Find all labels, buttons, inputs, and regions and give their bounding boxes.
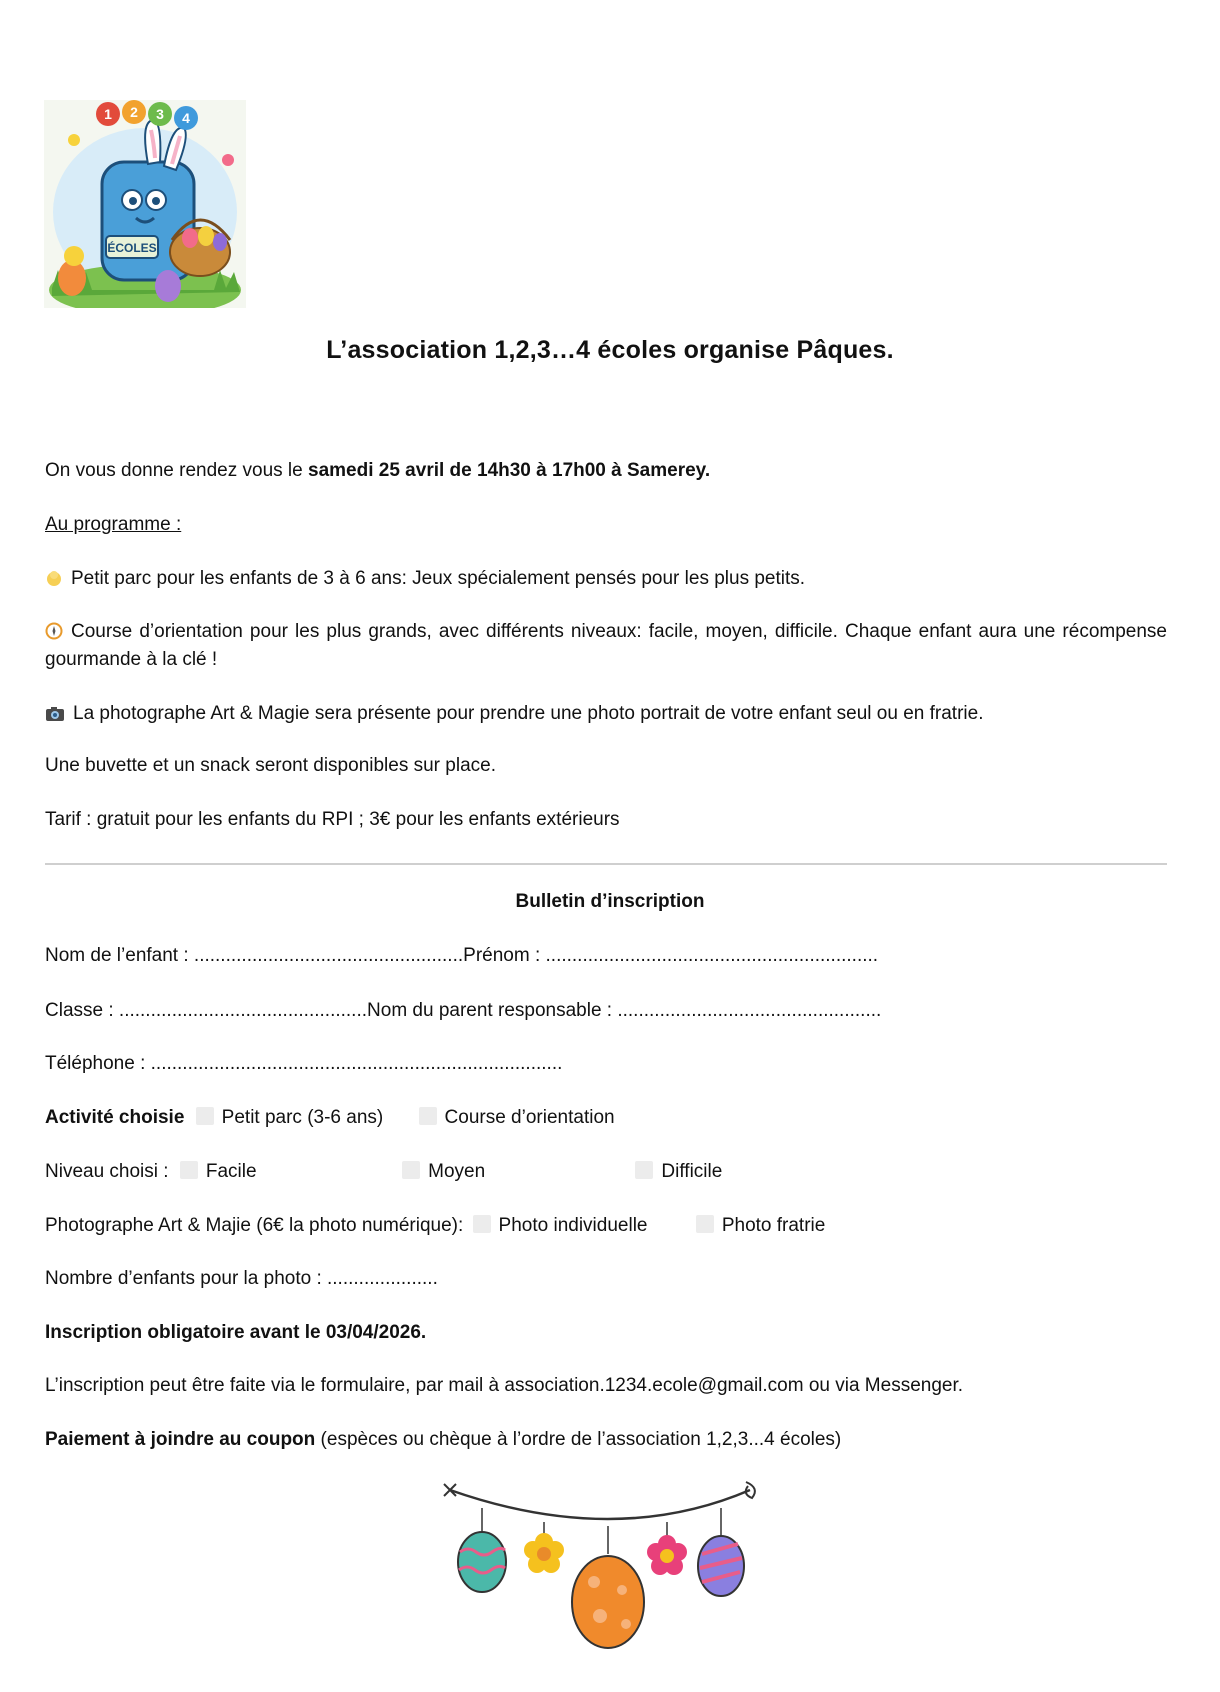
- divider: [45, 863, 1167, 865]
- photo-label: Photographe Art & Majie (6€ la photo numérique):: [45, 1215, 464, 1236]
- programme-item-course: [45, 618, 1167, 674]
- option-photo-fratrie: Photo fratrie: [721, 1215, 826, 1236]
- checkbox-course[interactable]: [419, 1107, 437, 1125]
- programme-item-petit-parc: [45, 565, 805, 593]
- checkbox-moyen[interactable]: [402, 1161, 420, 1179]
- logo-number-2: 2: [130, 104, 138, 120]
- intro-paragraph: [45, 457, 710, 485]
- tarif-text: Tarif : gratuit pour les enfants du RPI ; 3€ pour les enfants extérieurs: [45, 809, 620, 830]
- form-row-nom: [45, 942, 878, 970]
- checkbox-photo-fratrie[interactable]: [696, 1215, 714, 1233]
- telephone-field[interactable]: Téléphone : ..............................................................................: [45, 1053, 563, 1074]
- programme-heading: Au programme :: [45, 514, 182, 535]
- option-facile: Facile: [205, 1161, 257, 1182]
- programme-item-photo-text: La photographe Art & Magie sera présente pour prendre une photo portrait de votre enfant seul ou en fratrie.: [73, 703, 984, 724]
- form-row-photo: [45, 1212, 825, 1240]
- programme-item-photo: [45, 700, 983, 728]
- logo-badge-text: ÉCOLES: [107, 241, 157, 255]
- deadline-text: Inscription obligatoire avant le 03/04/2026.: [45, 1322, 427, 1343]
- prenom-field[interactable]: Prénom : ...............................................................: [463, 945, 879, 966]
- classe-field[interactable]: Classe : ...............................................: [45, 1000, 368, 1021]
- form-heading: Bulletin d’inscription: [515, 891, 705, 912]
- option-difficile: Difficile: [661, 1161, 723, 1182]
- nombre-enfants-field[interactable]: Nombre d’enfants pour la photo : .....................: [45, 1268, 438, 1289]
- paiement-text: [45, 1426, 841, 1454]
- logo-number-3: 3: [156, 106, 164, 122]
- checkbox-petit-parc[interactable]: [196, 1107, 214, 1125]
- chick-icon: [45, 569, 63, 587]
- logo-number-1: 1: [104, 106, 112, 122]
- nom-enfant-field[interactable]: Nom de l’enfant : ...................................................: [45, 945, 464, 966]
- option-photo-individuelle: Photo individuelle: [498, 1215, 648, 1236]
- form-row-niveau: [45, 1158, 722, 1186]
- intro-date: samedi 25 avril de 14h30 à 17h00 à Samerey.: [308, 460, 711, 481]
- intro-text: On vous donne rendez vous le: [45, 460, 309, 481]
- form-row-classe: [45, 997, 881, 1025]
- activite-label: Activité choisie: [45, 1107, 185, 1128]
- checkbox-photo-individuelle[interactable]: [473, 1215, 491, 1233]
- page-title: L’association 1,2,3…4 écoles organise Pâques.: [326, 336, 894, 364]
- option-petit-parc: Petit parc (3-6 ans): [221, 1107, 384, 1128]
- inscription-info: L’inscription peut être faite via le formulaire, par mail à association.1234.ecole@gmail.com ou via Messenger.: [45, 1375, 964, 1396]
- easter-garland-illustration: [430, 1478, 800, 1668]
- checkbox-difficile[interactable]: [635, 1161, 653, 1179]
- programme-item-petit-parc-text: Petit parc pour les enfants de 3 à 6 ans: Jeux spécialement pensés pour les plus petits.: [71, 568, 806, 589]
- paiement-bold: Paiement à joindre au coupon: [45, 1429, 316, 1450]
- association-logo: [44, 100, 246, 308]
- parent-field[interactable]: Nom du parent responsable : ..................................................: [367, 1000, 882, 1021]
- option-moyen: Moyen: [428, 1161, 486, 1182]
- option-course: Course d’orientation: [444, 1107, 615, 1128]
- programme-item-course-text: Course d’orientation pour les plus grands, avec différents niveaux: facile, moyen, difficile. Chaque enfant aura une récompense gourmande à la clé !: [45, 621, 1167, 670]
- logo-number-4: 4: [182, 110, 190, 126]
- compass-icon: [45, 622, 63, 640]
- niveau-label: Niveau choisi :: [45, 1161, 169, 1182]
- checkbox-facile[interactable]: [180, 1161, 198, 1179]
- camera-icon: [45, 706, 65, 722]
- form-row-activite: [45, 1104, 615, 1132]
- buvette-text: Une buvette et un snack seront disponibles sur place.: [45, 755, 496, 776]
- paiement-rest: (espèces ou chèque à l’ordre de l’association 1,2,3...4 écoles): [315, 1429, 842, 1450]
